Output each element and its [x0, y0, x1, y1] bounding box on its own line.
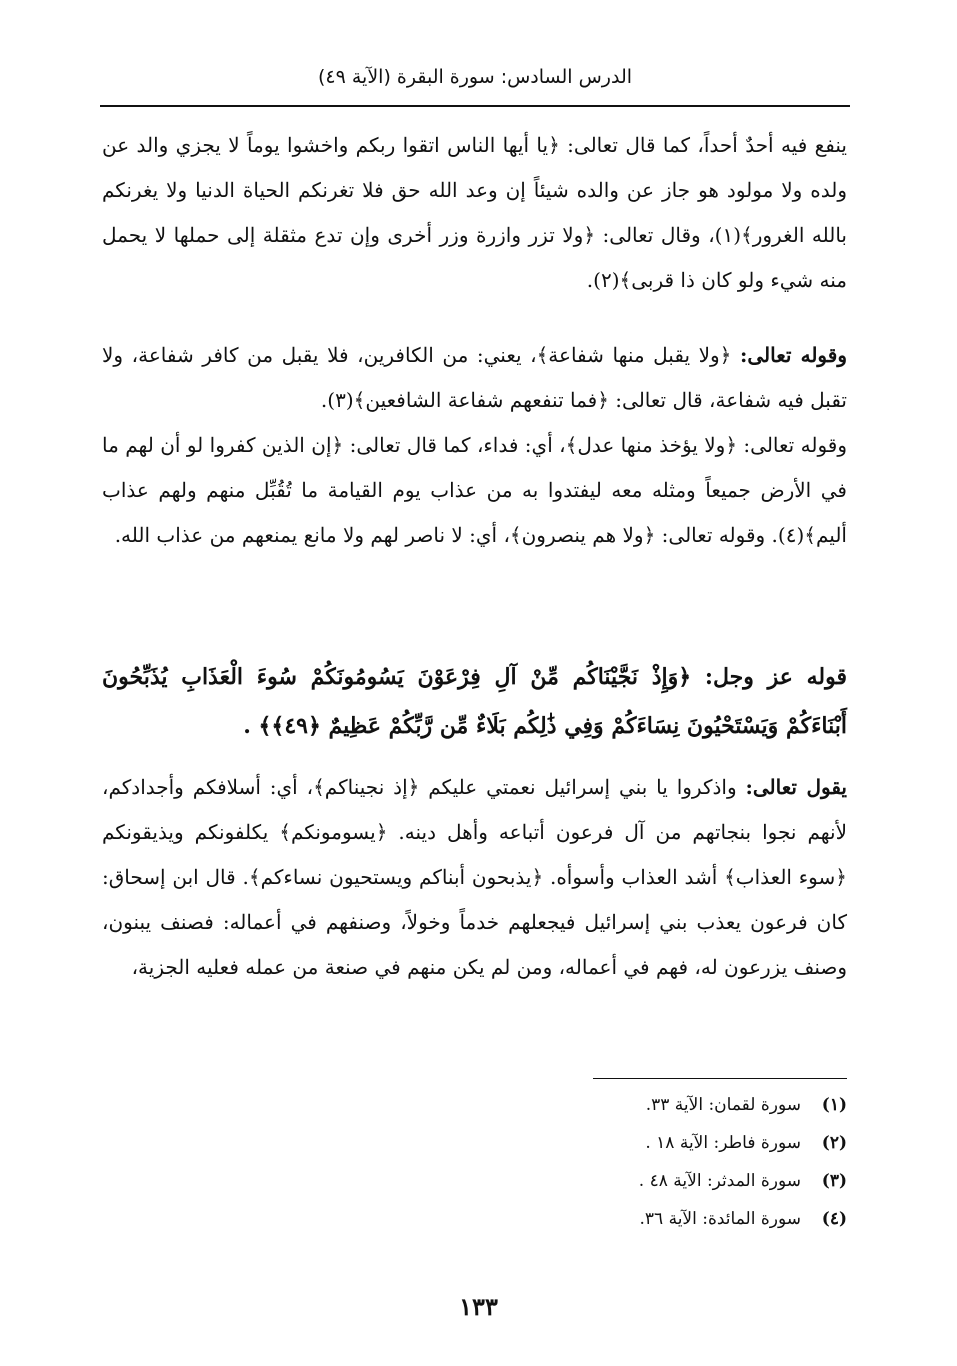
- page-number: ١٣٣: [459, 1292, 498, 1321]
- verse-text: ﴿وَإِذْ نَجَّيْنَاكُم مِّنْ آلِ فِرْعَوْنَ يَسُومُونَكُمْ سُوءَ الْعَذَابِ يُذَبِّحُونَ أَبْنَاءَكُمْ وَيَسْتَحْيُونَ نِسَاءَكُمْ وَفِي ذَٰلِكُم بَلَاءٌ مِّن رَّبِّكُمْ عَظِيمٌ ﴿٤٩﴾﴾ .: [102, 664, 847, 739]
- paragraph-4: [102, 765, 847, 990]
- footnote-number: (٣): [821, 1171, 847, 1191]
- footnote-number: (٤): [821, 1209, 847, 1229]
- footnote-item: [400, 1162, 847, 1200]
- footnote-number: (١): [821, 1095, 847, 1115]
- paragraph-2: [102, 333, 847, 558]
- footnote-number: (٢): [821, 1133, 847, 1153]
- header-rule: [100, 105, 850, 107]
- paragraph-text: ينفع فيه أحدٌ أحداً، كما قال تعالى: ﴿يا أيها الناس اتقوا ربكم واخشوا يوماً لا يجزي والد عن ولده ولا مولود هو جاز عن والده شيئاً إن وعد الله حق فلا تغرنكم الحياة الدنيا ولا يغرنكم بالله الغرور﴾(١)، وقال تعالى: ﴿ولا تزر وازرة وزر أخرى وإن تدع مثقلة إلى حملها لا يحمل منه شيء ولو كان ذا قربى﴾(٢).: [102, 133, 848, 292]
- verse-lead: قوله عز وجل:: [704, 664, 847, 690]
- footnote-rule: [593, 1078, 847, 1079]
- paragraph-text: ﴿ولا يقبل منها شفاعة﴾، يعني: من الكافرين، فلا يقبل من كافر شفاعة، ولا تقبل فيه شفاعة، قال تعالى: ﴿فما تنفعهم شفاعة الشافعين﴾(٣).: [102, 343, 847, 412]
- paragraph-1: [102, 123, 847, 303]
- paragraph-text: وقوله تعالى: ﴿ولا يؤخذ منها عدل﴾، أي: فداء، كما قال تعالى: ﴿إن الذين كفروا لو أن لهم ما في الأرض جميعاً ومثله معه ليفتدوا به من عذاب يوم القيامة ما تُقُبِّل منهم ولهم عذاب أليم﴾(٤). وقوله تعالى: ﴿ولا هم ينصرون﴾، أي: لا ناصر لهم ولا مانع يمنعهم من عذاب الله.: [102, 433, 847, 547]
- paragraph-body: [102, 765, 847, 990]
- verse-body: [102, 653, 847, 751]
- footnote-text: سورة لقمان: الآية ٣٣.: [645, 1095, 801, 1115]
- paragraph-body: [102, 333, 847, 423]
- paragraph-text: واذكروا يا بني إسرائيل نعمتي عليكم ﴿إذ نجيناكم﴾، أي: أسلافكم وأجدادكم، لأنهم نجوا بنجاتهم من آل فرعون أتباعه وأهل دينه. ﴿يسومونكم﴾ يكلفونكم ويذيقونكم ﴿سوء العذاب﴾ أشد العذاب وأسوأه. ﴿يذبحون أبناكم ويستحيون نساءكم﴾. قال ابن إسحاق: كان فرعون يعذب بني إسرائيل فيجعلهم خدماً وخولاً، وصنفهم في أعماله: فصنف يبنون، وصنف يزرعون له، فهم في أعماله، ومن لم يكن منهم في صنعة من عمله فعليه الجزية،: [102, 775, 847, 979]
- quran-verse: [102, 653, 847, 751]
- paragraph-lead: وقوله تعالى:: [739, 343, 847, 367]
- footnote-item: [400, 1124, 847, 1162]
- footnote-text: سورة المدثر: الآية ٤٨ .: [638, 1171, 801, 1191]
- footnote-text: سورة فاطر: الآية ١٨ .: [645, 1133, 801, 1153]
- footnote-item: [400, 1086, 847, 1124]
- footnote-text: سورة المائدة: الآية ٣٦.: [639, 1209, 801, 1229]
- footnotes: [400, 1086, 847, 1238]
- running-header: الدرس السادس: سورة البقرة (الآية ٤٩): [317, 66, 633, 88]
- paragraph-lead: يقول تعالى:: [745, 775, 847, 799]
- footnote-item: [400, 1200, 847, 1238]
